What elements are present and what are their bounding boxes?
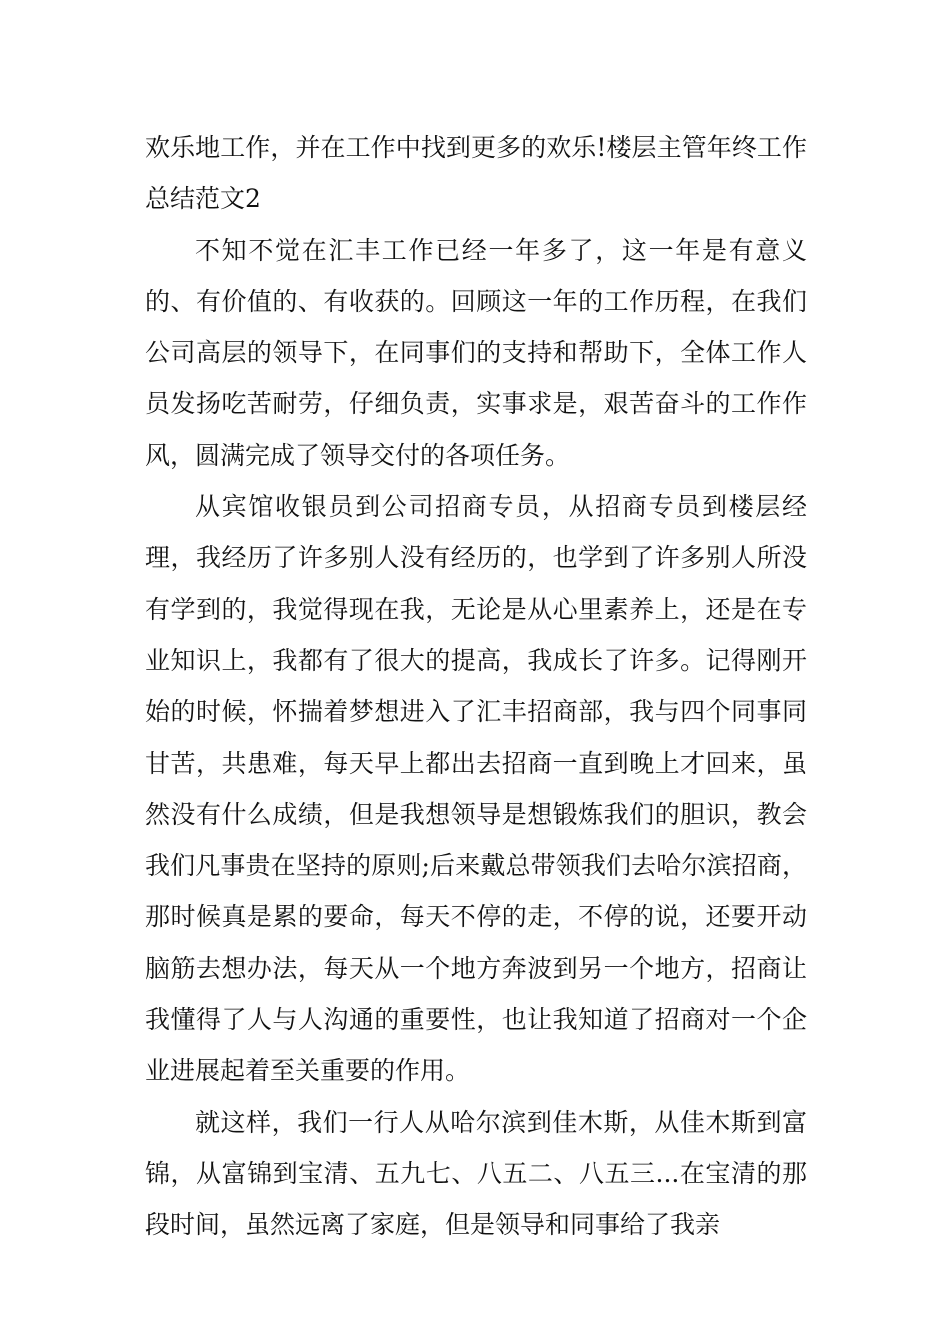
body-text bbox=[145, 122, 807, 1251]
paragraph: 就这样，我们一行人从哈尔滨到佳木斯，从佳木斯到富锦，从富锦到宝清、五九七、八五二、八五三...在宝清的那段时间，虽然远离了家庭，但是领导和同事给了我亲 bbox=[145, 1107, 807, 1240]
paragraph: 从宾馆收银员到公司招商专员，从招商专员到楼层经理，我经历了许多别人没有经历的，也学到了许多别人所没有学到的，我觉得现在我，无论是从心里素养上，还是在专业知识上，我都有了很大的提高，我成长了许多。记得刚开始的时候，怀揣着梦想进入了汇丰招商部，我与四个同事同甘苦，共患难，每天早上都出去招商一直到晚上才回来，虽然没有什么成绩，但是我想领导是想锻炼我们的胆识，教会我们凡事贵在坚持的原则;后来戴总带领我们去哈尔滨招商，那时候真是累的要命，每天不停的走，不停的说，还要开动脑筋去想办法，每天从一个地方奔波到另一个地方，招商让我懂得了人与人沟通的重要性，也让我知道了招商对一个企业进展起着至关重要的作用。 bbox=[145, 492, 807, 1086]
paragraph-continuation-heading: 欢乐地工作，并在工作中找到更多的欢乐!楼层主管年终工作总结范文2 bbox=[145, 133, 807, 214]
paragraph: 不知不觉在汇丰工作已经一年多了，这一年是有意义的、有价值的、有收获的。回顾这一年的工作历程，在我们公司高层的领导下，在同事们的支持和帮助下，全体工作人员发扬吃苦耐劳，仔细负责，实事求是，艰苦奋斗的工作作风，圆满完成了领导交付的各项任务。 bbox=[145, 235, 807, 470]
